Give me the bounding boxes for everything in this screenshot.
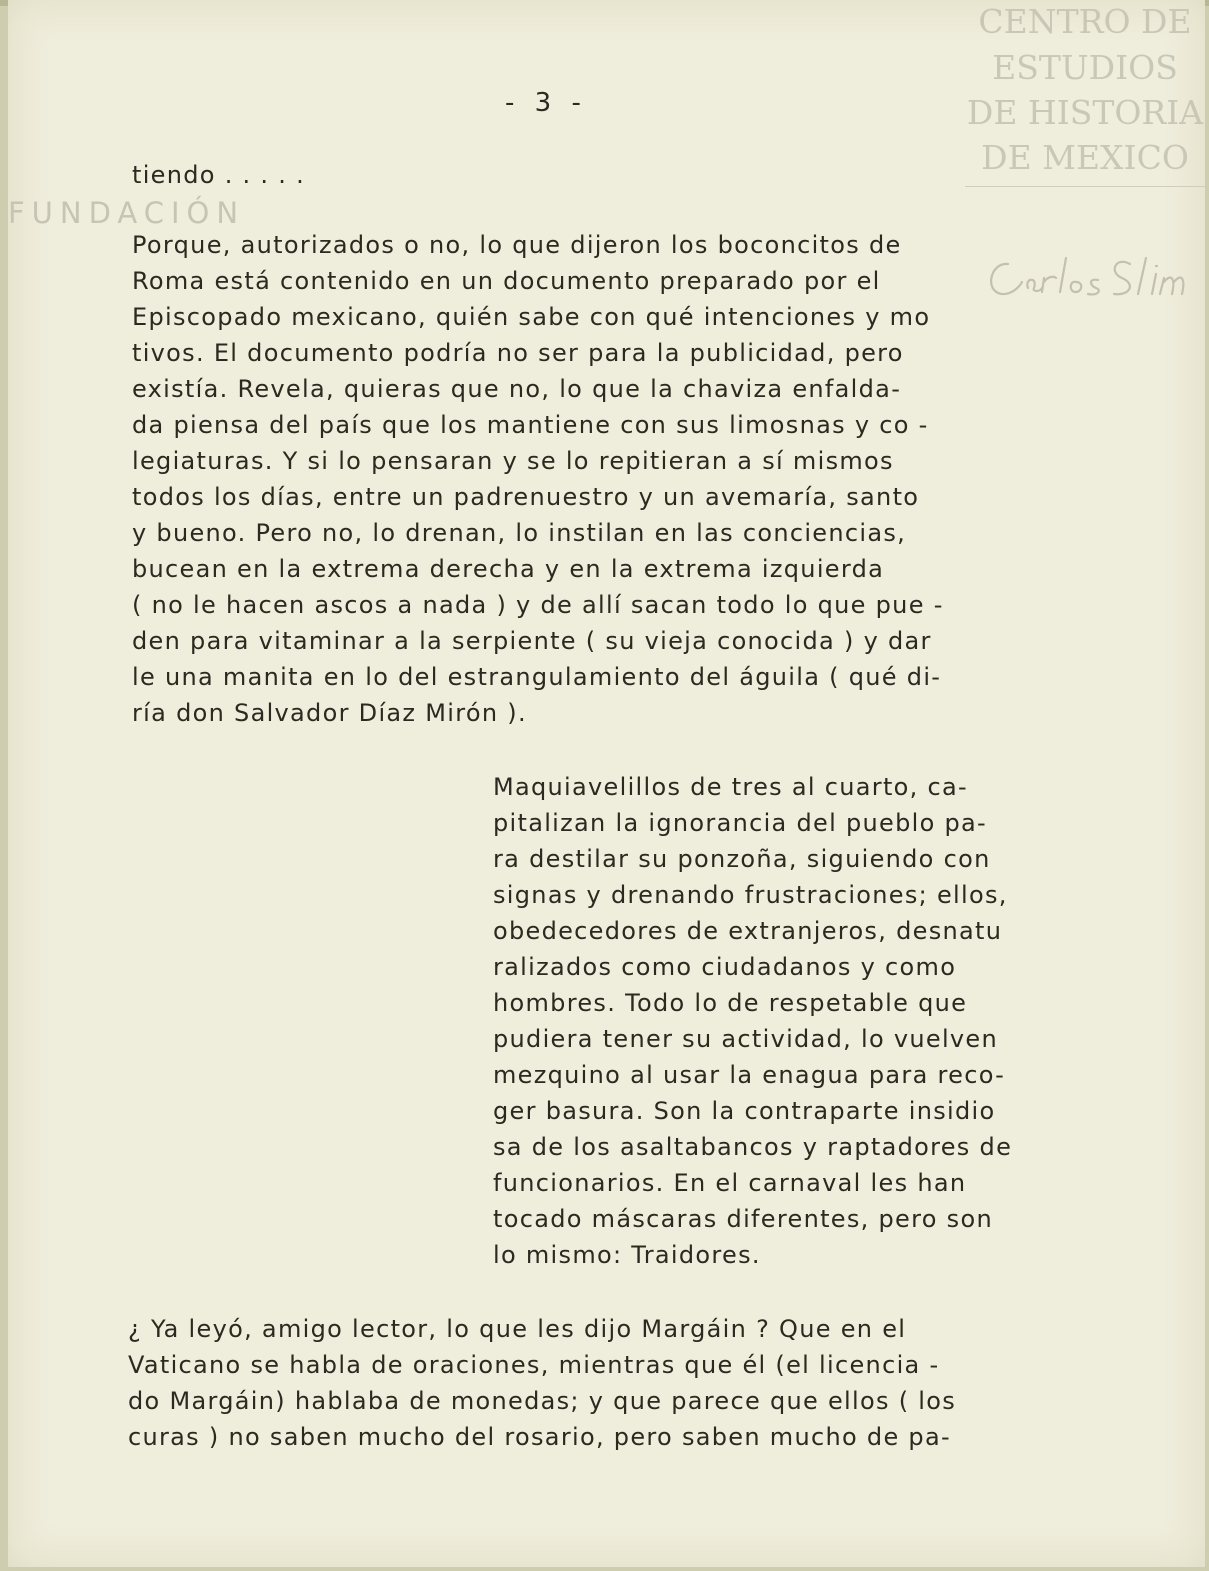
text-line: ¿ Ya leyó, amigo lector, lo que les dijo Margáin ? Que en el — [128, 1315, 907, 1343]
text-line: y bueno. Pero no, lo drenan, lo instilan en las conciencias, — [132, 519, 907, 547]
text-line: obedecedores de extranjeros, desnatu — [493, 917, 1003, 945]
text-line: Roma está contenido en un documento preparado por el — [132, 267, 881, 295]
text-line: tiendo . . . . . — [132, 161, 306, 189]
text-line: tocado máscaras diferentes, pero son — [493, 1205, 993, 1233]
text-line: le una manita en lo del estrangulamiento del águila ( qué di- — [132, 663, 942, 691]
page-number: - 3 - — [505, 88, 587, 118]
watermark-divider — [965, 186, 1205, 187]
text-line: signas y drenando frustraciones; ellos, — [493, 881, 1008, 909]
text-line: todos los días, entre un padrenuestro y un avemaría, santo — [132, 483, 920, 511]
watermark-fundacion: FUNDACIÓN — [8, 196, 246, 230]
text-line: ger basura. Son la contraparte insidio — [493, 1097, 996, 1125]
text-line: do Margáin) hablaba de monedas; y que parece que ellos ( los — [128, 1387, 957, 1415]
text-line: legiaturas. Y si lo pensaran y se lo repitieran a sí mismos — [132, 447, 894, 475]
text-line: pitalizan la ignorancia del pueblo pa- — [493, 809, 988, 837]
text-line: hombres. Todo lo de respetable que — [493, 989, 968, 1017]
watermark-line: ESTUDIOS — [992, 48, 1178, 87]
text-line: Episcopado mexicano, quién sabe con qué intenciones y mo — [132, 303, 931, 331]
text-line: lo mismo: Traidores. — [493, 1241, 761, 1269]
text-line: bucean en la extrema derecha y en la extrema izquierda — [132, 555, 885, 583]
text-line: den para vitaminar a la serpiente ( su vieja conocida ) y dar — [132, 627, 932, 655]
text-line: Porque, autorizados o no, lo que dijeron los boconcitos de — [132, 231, 902, 259]
text-line: mezquino al usar la enagua para reco- — [493, 1061, 1006, 1089]
text-line: da piensa del país que los mantiene con sus limosnas y co - — [132, 411, 929, 439]
text-line: sa de los asaltabancos y raptadores de — [493, 1133, 1013, 1161]
watermark-line: DE HISTORIA — [966, 93, 1204, 132]
text-line: ( no le hacen ascos a nada ) y de allí sacan todo lo que pue - — [132, 591, 944, 619]
text-line: ra destilar su ponzoña, siguiendo con — [493, 845, 991, 873]
text-line: tivos. El documento podría no ser para la publicidad, pero — [132, 339, 904, 367]
text-line: ralizados como ciudadanos y como — [493, 953, 957, 981]
signature-logo — [980, 248, 1205, 308]
text-line: pudiera tener su actividad, lo vuelven — [493, 1025, 999, 1053]
watermark-line: DE MEXICO — [981, 138, 1189, 177]
text-line: funcionarios. En el carnaval les han — [493, 1169, 967, 1197]
text-line: ría don Salvador Díaz Mirón ). — [132, 699, 527, 727]
text-line: Vaticano se habla de oraciones, mientras que él (el licencia - — [128, 1351, 940, 1379]
text-line: curas ) no saben mucho del rosario, pero saben mucho de pa- — [128, 1423, 951, 1451]
text-line: Maquiavelillos de tres al cuarto, ca- — [493, 773, 968, 801]
watermark-line: CENTRO DE — [978, 2, 1192, 41]
text-line: existía. Revela, quieras que no, lo que la chaviza enfalda- — [132, 375, 902, 403]
